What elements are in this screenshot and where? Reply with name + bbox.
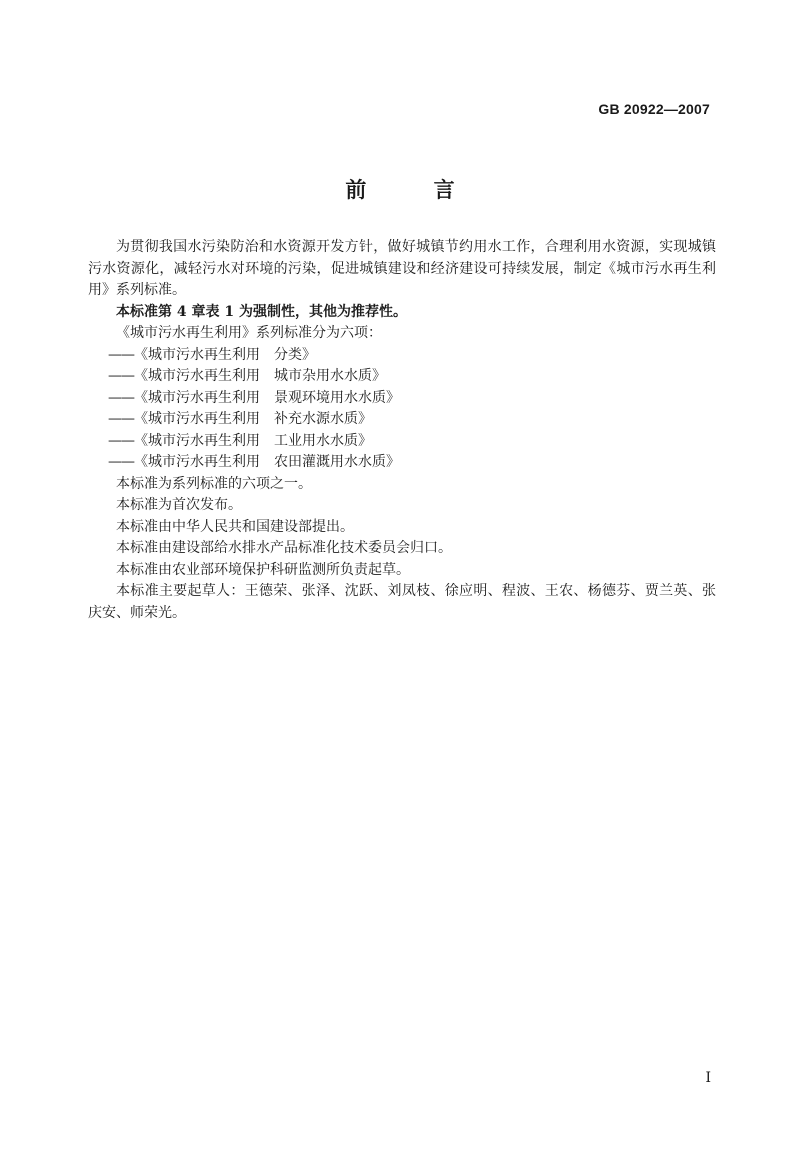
list-item-suffix: 景观环境用水水质》 bbox=[274, 389, 400, 406]
list-dash: —— bbox=[108, 389, 134, 406]
list-item bbox=[88, 409, 716, 431]
paragraph-proposed-by: 本标准由中华人民共和国建设部提出。 bbox=[116, 518, 354, 535]
list-dash: —— bbox=[108, 368, 134, 384]
standard-code: GB 20922—2007 bbox=[598, 101, 710, 117]
list-item-prefix: 《城市污水再生利用 bbox=[134, 389, 260, 406]
page-title: 前 言 bbox=[345, 178, 485, 202]
paragraph-first-release: 本标准为首次发布。 bbox=[116, 497, 242, 513]
foreword-body bbox=[88, 237, 716, 624]
paragraph-drafting-unit: 本标准由农业部环境保护科研监测所负责起草。 bbox=[116, 561, 410, 578]
series-list bbox=[88, 345, 716, 474]
paragraph-purpose: 为贯彻我国水污染防治和水资源开发方针，做好城镇节约用水工作，合理利用水资源，实现城镇污水资源化，减轻污水对环境的污染，促进城镇建设和经济建设可持续发展，制定《城市污水再生利用》系列标准。 bbox=[88, 239, 716, 298]
list-item-suffix: 补充水源水质》 bbox=[274, 411, 372, 427]
list-dash: —— bbox=[108, 454, 134, 470]
list-item-prefix: 《城市污水再生利用 bbox=[134, 346, 260, 363]
list-item-prefix: 《城市污水再生利用 bbox=[134, 432, 260, 449]
list-item bbox=[88, 366, 716, 388]
list-item bbox=[88, 345, 716, 367]
list-item-suffix: 工业用水水质》 bbox=[274, 432, 372, 449]
list-dash: —— bbox=[108, 346, 134, 363]
paragraph-technical-committee: 本标准由建设部给水排水产品标准化技术委员会归口。 bbox=[116, 540, 452, 556]
list-dash: —— bbox=[108, 411, 134, 427]
list-item-prefix: 《城市污水再生利用 bbox=[134, 368, 260, 384]
page-number: I bbox=[705, 1070, 711, 1086]
list-item-suffix: 分类》 bbox=[274, 346, 316, 363]
list-item-prefix: 《城市污水再生利用 bbox=[134, 411, 260, 427]
paragraph-mandatory: 本标准第 4 章表 1 为强制性，其他为推荐性。 bbox=[116, 303, 407, 320]
list-item-suffix: 城市杂用水水质》 bbox=[274, 368, 386, 384]
list-item-prefix: 《城市污水再生利用 bbox=[134, 454, 260, 470]
list-item bbox=[88, 431, 716, 453]
list-item-suffix: 农田灌溉用水水质》 bbox=[274, 454, 400, 470]
paragraph-one-of-six: 本标准为系列标准的六项之一。 bbox=[116, 475, 312, 492]
list-item bbox=[88, 452, 716, 474]
list-item bbox=[88, 388, 716, 410]
paragraph-drafters: 本标准主要起草人：王德荣、张泽、沈跃、刘凤枝、徐应明、程波、王农、杨德芬、贾兰英、张庆安、师荣光。 bbox=[88, 583, 716, 621]
list-dash: —— bbox=[108, 432, 134, 449]
paragraph-series-intro: 《城市污水再生利用》系列标准分为六项： bbox=[116, 325, 382, 341]
